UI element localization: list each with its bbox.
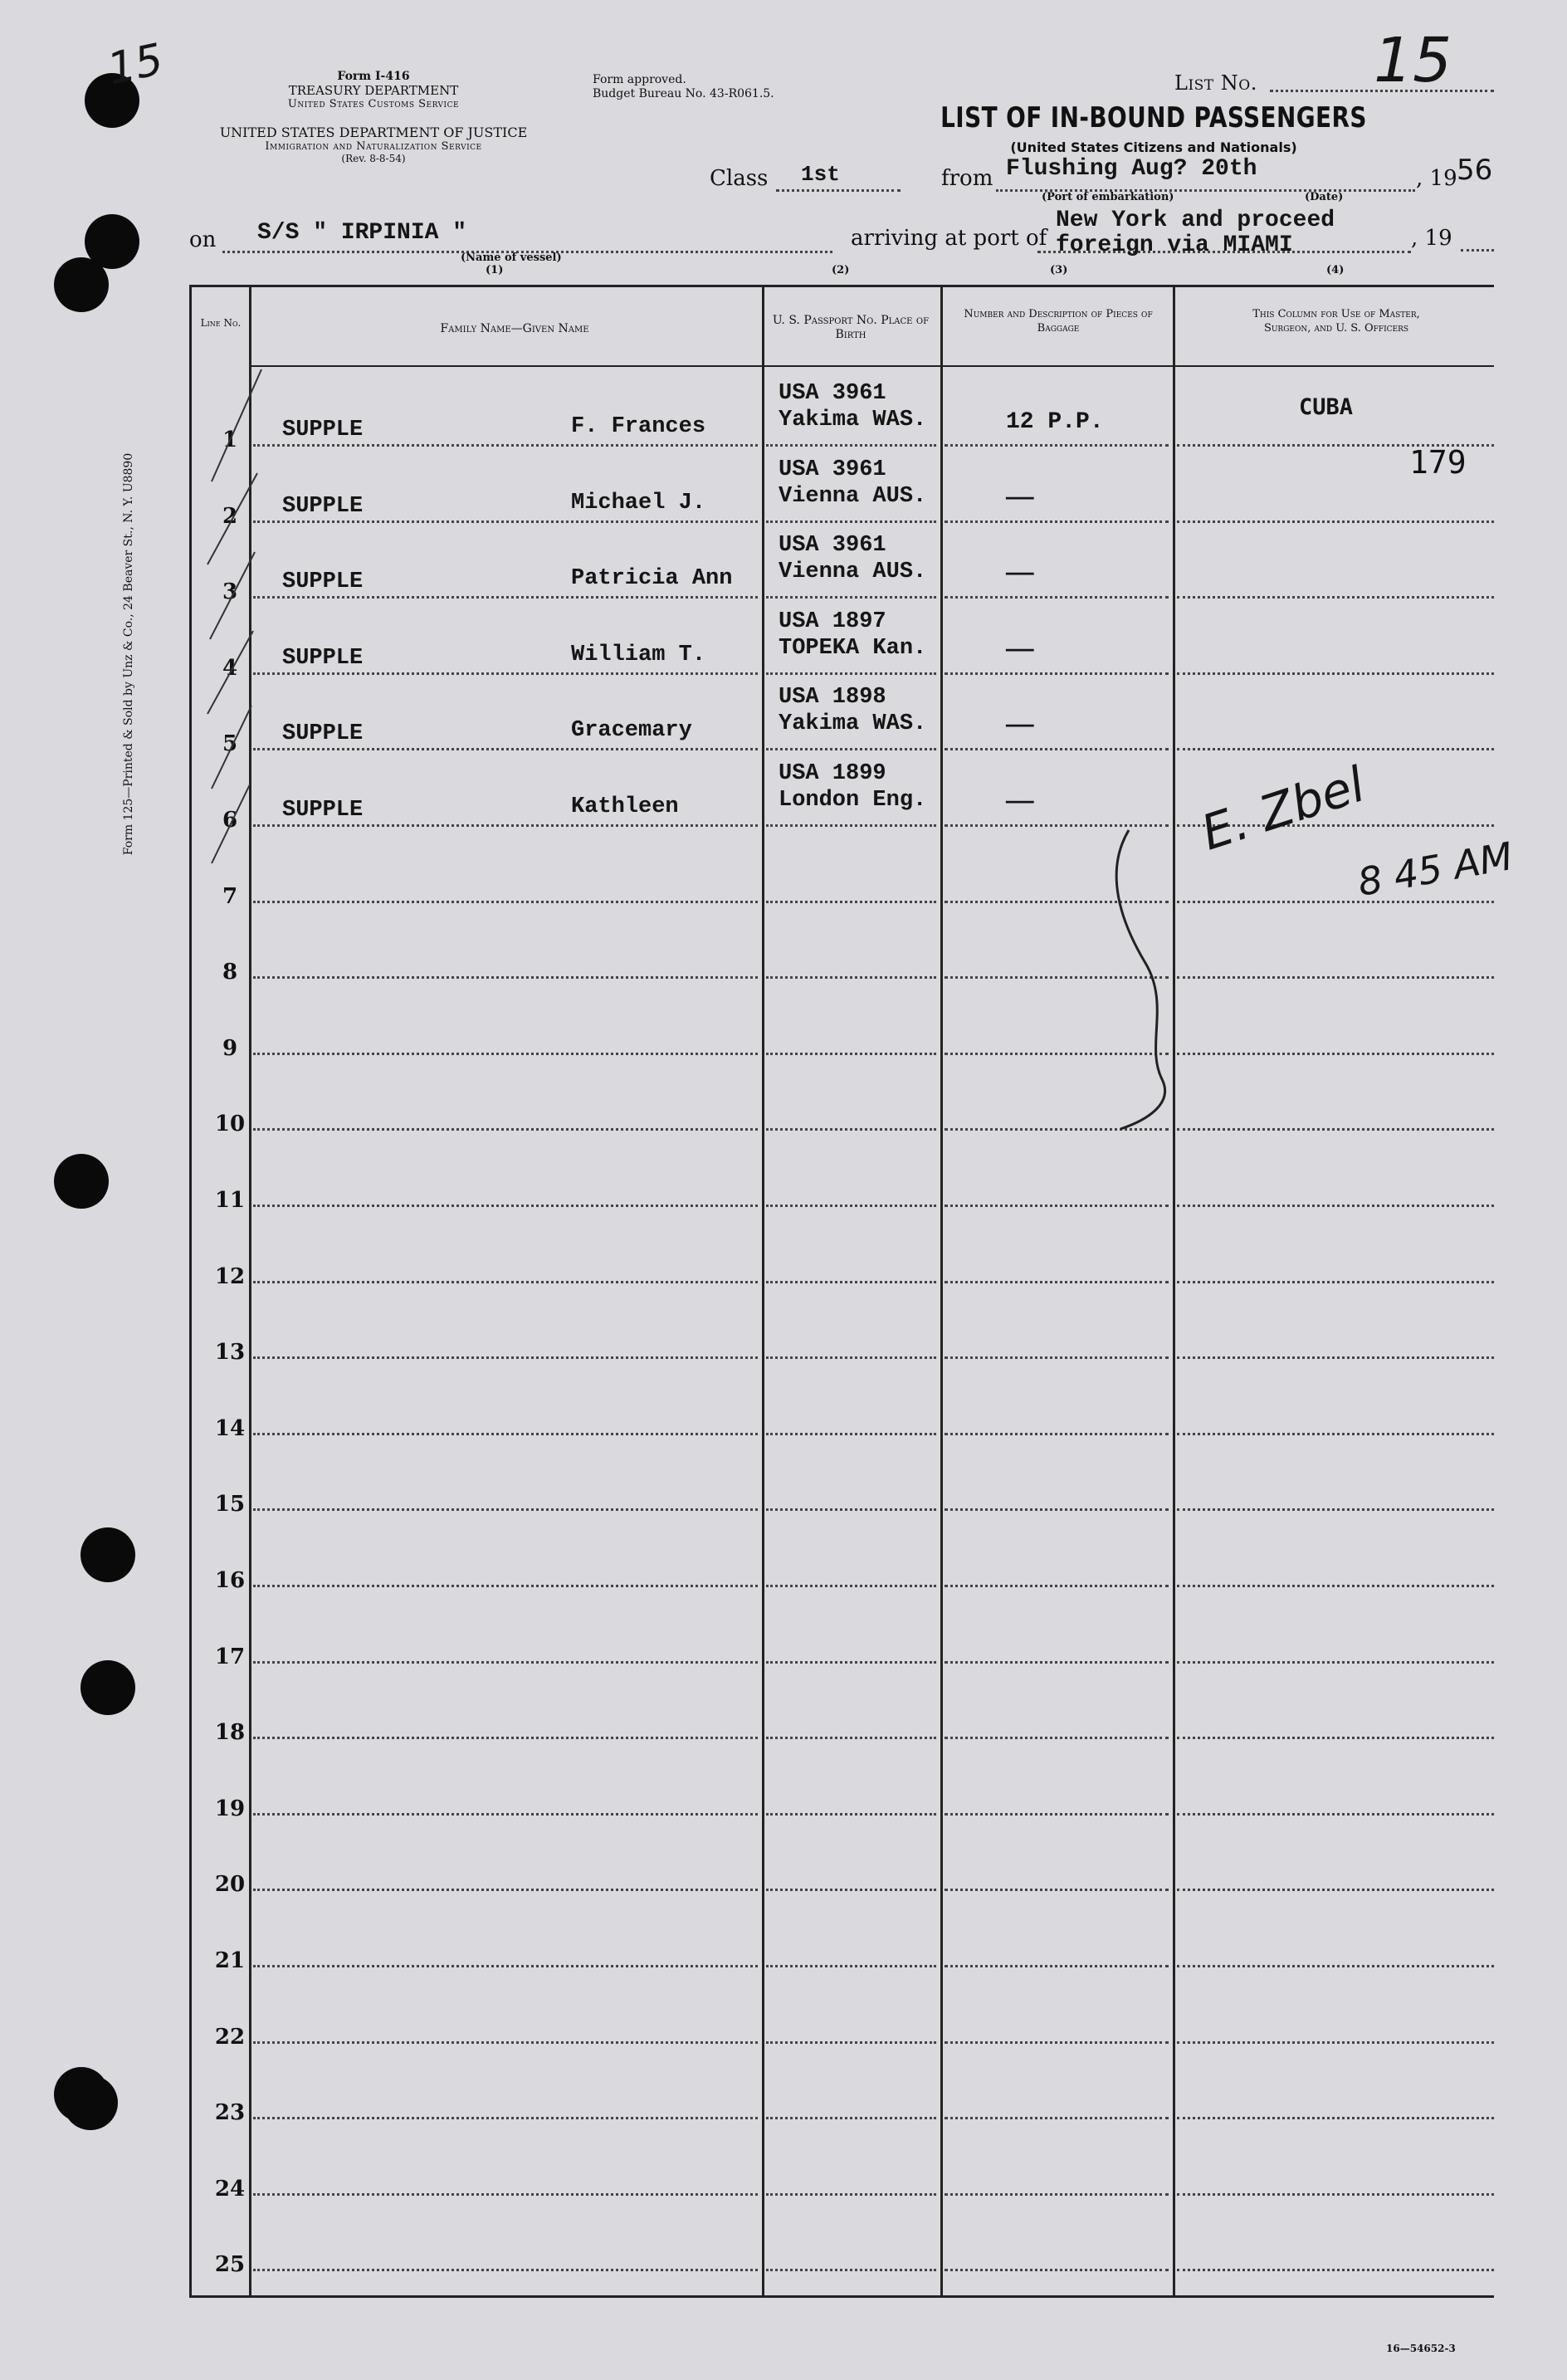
arrival-port-line1: New York and proceed xyxy=(1056,208,1335,233)
row-line xyxy=(766,2193,936,2196)
header-baggage: Number and Description of Pieces of Baggage xyxy=(964,308,1153,335)
year-line-2 xyxy=(1461,249,1494,252)
row-line xyxy=(766,1281,936,1283)
row-line xyxy=(253,2269,758,2271)
header-officers: This Column for Use of Master, Surgeon, and U. S. Officers xyxy=(1252,308,1420,335)
row-line xyxy=(945,1508,1169,1511)
year-value: 56 xyxy=(1457,154,1493,187)
passport-number: USA 1899 xyxy=(779,761,886,786)
vessel-value: S/S " IRPINIA " xyxy=(257,220,467,246)
line-number: 15 xyxy=(214,1492,246,1517)
line-number: 16 xyxy=(214,1568,246,1593)
row-line xyxy=(253,901,758,903)
slash-marks xyxy=(195,365,286,863)
row-line xyxy=(945,672,1169,675)
line-number: 10 xyxy=(214,1112,246,1136)
family-name: SUPPLE xyxy=(282,569,364,594)
row-line xyxy=(766,748,936,750)
row-line xyxy=(253,1813,758,1816)
row-line xyxy=(766,1813,936,1816)
approval-block xyxy=(593,73,774,101)
row-line xyxy=(1177,976,1494,979)
date-label: (Date) xyxy=(1305,191,1344,203)
row-line xyxy=(1177,901,1494,903)
row-line xyxy=(1177,1205,1494,1207)
header-passport: U. S. Passport No. Place of Birth xyxy=(772,314,930,341)
row-line xyxy=(1177,520,1494,523)
port-embark-label: (Port of embarkation) xyxy=(1042,191,1174,203)
col-divider-baggage xyxy=(940,285,943,2298)
officer-note: 179 xyxy=(1409,444,1467,481)
baggage: —— xyxy=(1006,486,1034,511)
header-separator xyxy=(1173,365,1494,367)
page-number-left: 15 xyxy=(103,34,168,95)
passport-number: USA 3961 xyxy=(779,457,886,482)
line-number: 25 xyxy=(214,2252,246,2277)
row-line xyxy=(253,1205,758,1207)
line-number: 7 xyxy=(222,884,238,909)
ins: Immigration and Naturalization Service xyxy=(265,140,482,153)
row-line xyxy=(945,520,1169,523)
line-number: 14 xyxy=(214,1416,246,1441)
row-line xyxy=(253,672,758,675)
col-divider-officers xyxy=(1173,285,1175,2298)
row-line xyxy=(1177,1128,1494,1131)
form-number: Form I-416 xyxy=(337,70,410,83)
row-line xyxy=(766,1965,936,1967)
row-line xyxy=(945,1813,1169,1816)
from-value: Flushing Aug? 20th xyxy=(1006,156,1257,182)
row-line xyxy=(253,1053,758,1055)
footer-code: 16—54652-3 xyxy=(1386,2343,1456,2354)
row-line xyxy=(253,1433,758,1435)
row-line xyxy=(766,1661,936,1664)
row-line xyxy=(945,444,1169,447)
binder-hole xyxy=(81,1527,135,1582)
row-line xyxy=(253,596,758,599)
list-title: LIST OF IN-BOUND PASSENGERS xyxy=(940,101,1367,134)
row-line xyxy=(766,901,936,903)
row-line xyxy=(253,1356,758,1359)
row-line xyxy=(253,444,758,447)
row-line xyxy=(945,1281,1169,1283)
line-number: 5 xyxy=(222,731,238,756)
row-line xyxy=(945,1661,1169,1664)
row-line xyxy=(1177,1585,1494,1587)
row-line xyxy=(766,1737,936,1739)
binder-hole xyxy=(54,1154,109,1209)
col4-num: (4) xyxy=(1326,264,1345,276)
row-line xyxy=(766,824,936,827)
baggage: —— xyxy=(1006,561,1034,587)
row-line xyxy=(1177,672,1494,675)
line-number: 13 xyxy=(214,1340,246,1365)
binder-hole xyxy=(54,257,109,312)
revision: (Rev. 8-8-54) xyxy=(341,153,406,164)
row-line xyxy=(1177,596,1494,599)
row-line xyxy=(945,748,1169,750)
row-line xyxy=(945,1585,1169,1587)
row-line xyxy=(945,1965,1169,1967)
row-line xyxy=(945,1205,1169,1207)
row-line xyxy=(253,824,758,827)
passport-number: USA 3961 xyxy=(779,381,886,406)
line-number: 19 xyxy=(214,1796,246,1821)
vessel-label: (Name of vessel) xyxy=(461,252,562,264)
on-label: on xyxy=(189,227,217,252)
line-number: 20 xyxy=(214,1872,246,1897)
officer-time: 8 45 AM xyxy=(1354,833,1516,905)
row-line xyxy=(253,748,758,750)
row-line xyxy=(1177,1433,1494,1435)
family-name: SUPPLE xyxy=(282,798,364,823)
place-of-birth: TOPEKA Kan. xyxy=(779,636,927,661)
row-line xyxy=(253,1128,758,1131)
baggage: 12 P.P. xyxy=(1006,409,1104,435)
row-line xyxy=(253,1585,758,1587)
given-name: Patricia Ann xyxy=(571,566,733,591)
given-name: Gracemary xyxy=(571,718,692,743)
given-name: F. Frances xyxy=(571,414,706,439)
line-number: 11 xyxy=(214,1188,246,1213)
justice-block xyxy=(183,125,564,164)
row-line xyxy=(253,976,758,979)
row-line xyxy=(766,2117,936,2119)
row-line xyxy=(945,1737,1169,1739)
row-line xyxy=(945,2041,1169,2044)
list-no-label: List No. xyxy=(1174,71,1257,95)
budget-bureau: Budget Bureau No. 43-R061.5. xyxy=(593,87,774,100)
place-of-birth: Vienna AUS. xyxy=(779,484,927,509)
row-line xyxy=(253,520,758,523)
baggage: —— xyxy=(1006,713,1034,739)
passport-number: USA 3961 xyxy=(779,533,886,558)
col3-num: (3) xyxy=(1050,264,1068,276)
row-line xyxy=(1177,1965,1494,1967)
row-line xyxy=(766,1205,936,1207)
vessel-num: (1) xyxy=(486,264,504,276)
row-line xyxy=(253,1965,758,1967)
row-line xyxy=(253,1661,758,1664)
line-number: 22 xyxy=(214,2025,246,2050)
row-line xyxy=(766,1889,936,1891)
row-line xyxy=(253,2193,758,2196)
line-number: 21 xyxy=(214,1948,246,1973)
row-line xyxy=(945,1356,1169,1359)
given-name: Kathleen xyxy=(571,794,679,819)
place-of-birth: Yakima WAS. xyxy=(779,711,927,736)
header-separator xyxy=(762,365,940,367)
form-approved: Form approved. xyxy=(593,73,686,86)
place-of-birth: Yakima WAS. xyxy=(779,408,927,433)
row-line xyxy=(945,1889,1169,1891)
row-line xyxy=(1177,2041,1494,2044)
header-name: Family Name—Given Name xyxy=(440,322,589,335)
row-line xyxy=(766,1053,936,1055)
baggage: —— xyxy=(1006,638,1034,663)
line-number: 3 xyxy=(222,579,238,604)
row-line xyxy=(253,1281,758,1283)
row-line xyxy=(1177,1737,1494,1739)
row-line xyxy=(1177,748,1494,750)
row-line xyxy=(766,2269,936,2271)
line-number: 1 xyxy=(222,428,238,452)
row-line xyxy=(766,1128,936,1131)
line-number: 24 xyxy=(214,2177,246,2202)
row-line xyxy=(766,520,936,523)
row-line xyxy=(1177,1661,1494,1664)
table-top-border xyxy=(189,285,1494,287)
passport-number: USA 1898 xyxy=(779,685,886,710)
officer-initials: E. Zbel xyxy=(1194,755,1372,862)
given-name: Michael J. xyxy=(571,491,706,516)
col2-num: (2) xyxy=(832,264,850,276)
arrival-port-line2: foreign via MIAMI xyxy=(1056,232,1293,258)
year-prefix: , 19 xyxy=(1416,166,1457,191)
line-number: 23 xyxy=(214,2100,246,2125)
row-line xyxy=(1177,1508,1494,1511)
row-line xyxy=(766,1356,936,1359)
row-line xyxy=(945,596,1169,599)
row-line xyxy=(253,1737,758,1739)
row-line xyxy=(945,2117,1169,2119)
department: TREASURY DEPARTMENT xyxy=(288,83,459,98)
family-name: SUPPLE xyxy=(282,418,364,442)
class-line xyxy=(776,189,901,192)
row-line xyxy=(766,596,936,599)
table-bottom-border xyxy=(189,2295,1494,2298)
place-of-birth: Vienna AUS. xyxy=(779,560,927,584)
row-line xyxy=(766,1585,936,1587)
header-line-no: Line No. xyxy=(200,317,242,329)
family-name: SUPPLE xyxy=(282,721,364,746)
row-line xyxy=(1177,1356,1494,1359)
given-name: William T. xyxy=(571,643,706,667)
line-number: 12 xyxy=(214,1264,246,1289)
row-line xyxy=(1177,1813,1494,1816)
justice-dept: UNITED STATES DEPARTMENT OF JUSTICE xyxy=(219,125,528,140)
row-line xyxy=(766,2041,936,2044)
bracket-mark xyxy=(1096,822,1187,1137)
row-line xyxy=(253,2117,758,2119)
binder-hole xyxy=(81,1660,135,1715)
binder-hole xyxy=(63,2075,118,2130)
row-line xyxy=(945,1433,1169,1435)
row-line xyxy=(766,976,936,979)
from-label: from xyxy=(941,166,993,191)
line-number: 18 xyxy=(214,1720,246,1745)
line-number: 9 xyxy=(222,1036,238,1061)
year-prefix-2: , 19 xyxy=(1411,226,1452,251)
row-line xyxy=(766,444,936,447)
passport-number: USA 1897 xyxy=(779,609,886,634)
form-identification xyxy=(183,70,564,110)
row-line xyxy=(1177,2117,1494,2119)
row-line xyxy=(1177,1281,1494,1283)
header-separator xyxy=(249,365,762,367)
row-line xyxy=(1177,1053,1494,1055)
header-separator xyxy=(940,365,1173,367)
class-label: Class xyxy=(710,166,769,191)
row-line xyxy=(766,1508,936,1511)
printer-margin-text: Form 125—Printed & Sold by Unz & Co., 24 Beaver St., N. Y. U8890 xyxy=(122,452,135,856)
baggage: —— xyxy=(1006,789,1034,815)
arriving-label: arriving at port of xyxy=(851,226,1047,251)
row-line xyxy=(766,672,936,675)
row-line xyxy=(253,2041,758,2044)
place-of-birth: London Eng. xyxy=(779,788,927,813)
line-number: 2 xyxy=(222,504,238,529)
table-left-border xyxy=(189,285,192,2298)
family-name: SUPPLE xyxy=(282,646,364,671)
row-line xyxy=(253,1889,758,1891)
row-line xyxy=(945,2193,1169,2196)
row-line xyxy=(1177,1889,1494,1891)
line-number: 8 xyxy=(222,960,238,985)
row-line xyxy=(1177,2193,1494,2196)
list-subtitle: (United States Citizens and Nationals) xyxy=(1010,139,1297,155)
line-number: 6 xyxy=(222,808,238,833)
row-line xyxy=(253,1508,758,1511)
row-line xyxy=(945,2269,1169,2271)
row-line xyxy=(1177,2269,1494,2271)
list-no-line xyxy=(1270,90,1494,92)
line-number: 4 xyxy=(222,656,238,681)
class-value: 1st xyxy=(801,162,840,187)
row-line xyxy=(766,1433,936,1435)
service: United States Customs Service xyxy=(287,98,460,110)
line-number: 17 xyxy=(214,1644,246,1669)
family-name: SUPPLE xyxy=(282,494,364,519)
col-divider-passport xyxy=(762,285,764,2298)
officer-note: CUBA xyxy=(1299,394,1354,420)
page-number-right: 15 xyxy=(1374,25,1452,96)
